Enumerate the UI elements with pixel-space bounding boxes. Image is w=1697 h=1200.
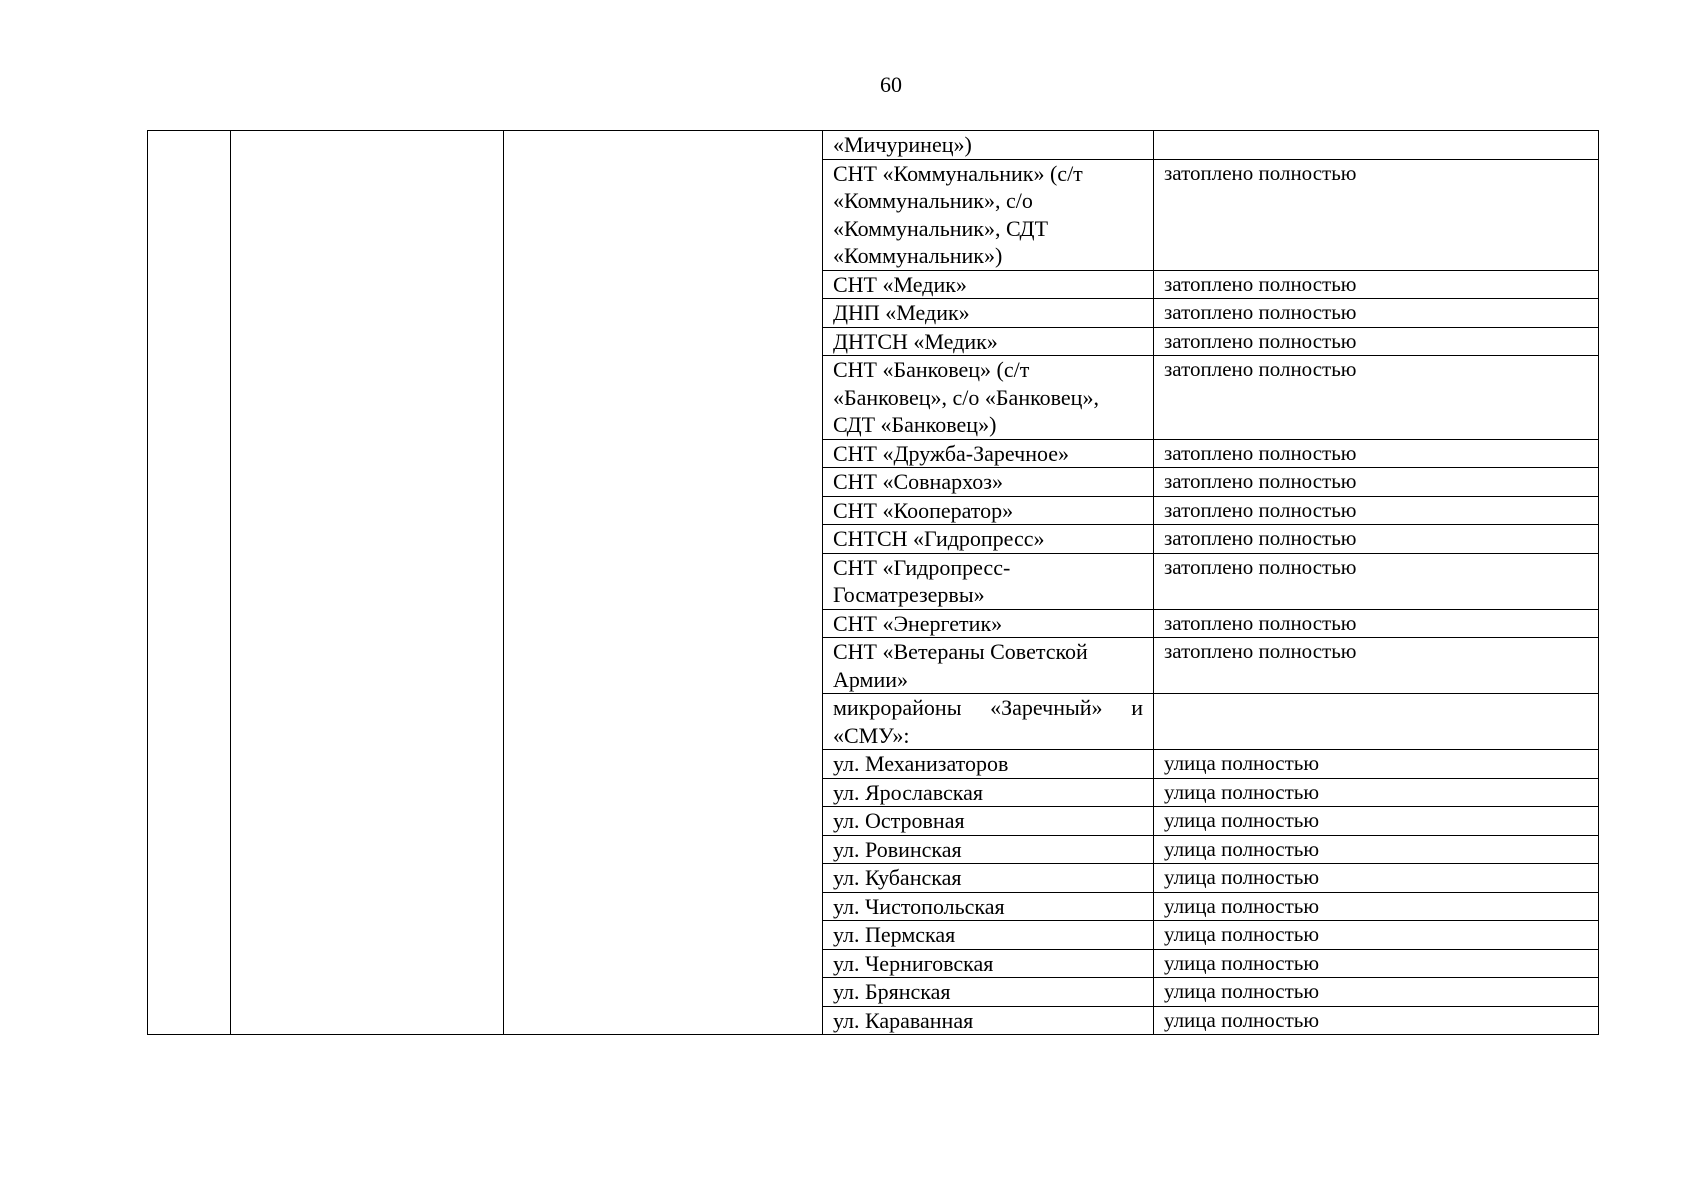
street-name-cell: ул. Ярославская: [823, 778, 1154, 807]
flood-status-cell: затоплено полностью: [1154, 327, 1599, 356]
flood-status-cell: затоплено полностью: [1154, 299, 1599, 328]
settlement-name-cell: СНТ «Медик»: [823, 270, 1154, 299]
settlement-name-cell: СНТ «Гидропресс- Госматрезервы»: [823, 553, 1154, 609]
settlement-name-cell: «Мичуринец»): [823, 131, 1154, 160]
settlement-name-cell: ДНТСН «Медик»: [823, 327, 1154, 356]
street-name-cell: ул. Кубанская: [823, 864, 1154, 893]
flood-status-cell: улица полностью: [1154, 1006, 1599, 1035]
flood-status-cell: [1154, 131, 1599, 160]
flood-status-cell: улица полностью: [1154, 921, 1599, 950]
flood-status-cell: улица полностью: [1154, 978, 1599, 1007]
settlement-name-cell: микрорайоны «Заречный» и «СМУ»:: [823, 694, 1154, 750]
flood-status-cell: [1154, 694, 1599, 750]
flood-status-cell: затоплено полностью: [1154, 439, 1599, 468]
settlement-name-cell: СНТ «Дружба-Заречное»: [823, 439, 1154, 468]
settlement-name-cell: СНТ «Энергетик»: [823, 609, 1154, 638]
street-name-cell: ул. Караванная: [823, 1006, 1154, 1035]
flood-status-cell: затоплено полностью: [1154, 468, 1599, 497]
flood-status-cell: затоплено полностью: [1154, 356, 1599, 440]
flood-status-cell: улица полностью: [1154, 750, 1599, 779]
settlement-name-cell: СНТ «Кооператор»: [823, 496, 1154, 525]
street-name-cell: ул. Чистопольская: [823, 892, 1154, 921]
page-number: 60: [880, 72, 902, 97]
table-cell-col3: [504, 131, 823, 1035]
settlement-name-cell: СНТ «Коммунальник» (с/т «Коммунальник», с/о «Коммунальник», СДТ «Коммунальник»): [823, 159, 1154, 270]
street-name-cell: ул. Брянская: [823, 978, 1154, 1007]
table-cell-col2: [231, 131, 504, 1035]
flood-status-cell: затоплено полностью: [1154, 525, 1599, 554]
flood-status-cell: затоплено полностью: [1154, 159, 1599, 270]
flood-zone-table: [147, 130, 1599, 1035]
street-name-cell: ул. Черниговская: [823, 949, 1154, 978]
table-cell-col1: [148, 131, 231, 1035]
flood-status-cell: улица полностью: [1154, 949, 1599, 978]
settlement-name-cell: СНТ «Банковец» (с/т «Банковец», с/о «Банковец», СДТ «Банковец»): [823, 356, 1154, 440]
flood-status-cell: затоплено полностью: [1154, 270, 1599, 299]
settlement-name-cell: СНТСН «Гидропресс»: [823, 525, 1154, 554]
street-name-cell: ул. Островная: [823, 807, 1154, 836]
flood-status-cell: улица полностью: [1154, 778, 1599, 807]
flood-status-cell: улица полностью: [1154, 807, 1599, 836]
flood-status-cell: улица полностью: [1154, 892, 1599, 921]
settlement-name-cell: ДНП «Медик»: [823, 299, 1154, 328]
settlement-name-cell: СНТ «Совнархоз»: [823, 468, 1154, 497]
flood-status-cell: улица полностью: [1154, 864, 1599, 893]
street-name-cell: ул. Пермская: [823, 921, 1154, 950]
flood-status-cell: затоплено полностью: [1154, 609, 1599, 638]
settlement-name-cell: СНТ «Ветераны Советской Армии»: [823, 638, 1154, 694]
flood-status-cell: улица полностью: [1154, 835, 1599, 864]
flood-status-cell: затоплено полностью: [1154, 553, 1599, 609]
flood-status-cell: затоплено полностью: [1154, 638, 1599, 694]
flood-status-cell: затоплено полностью: [1154, 496, 1599, 525]
table-row: [148, 131, 1599, 160]
street-name-cell: ул. Ровинская: [823, 835, 1154, 864]
street-name-cell: ул. Механизаторов: [823, 750, 1154, 779]
